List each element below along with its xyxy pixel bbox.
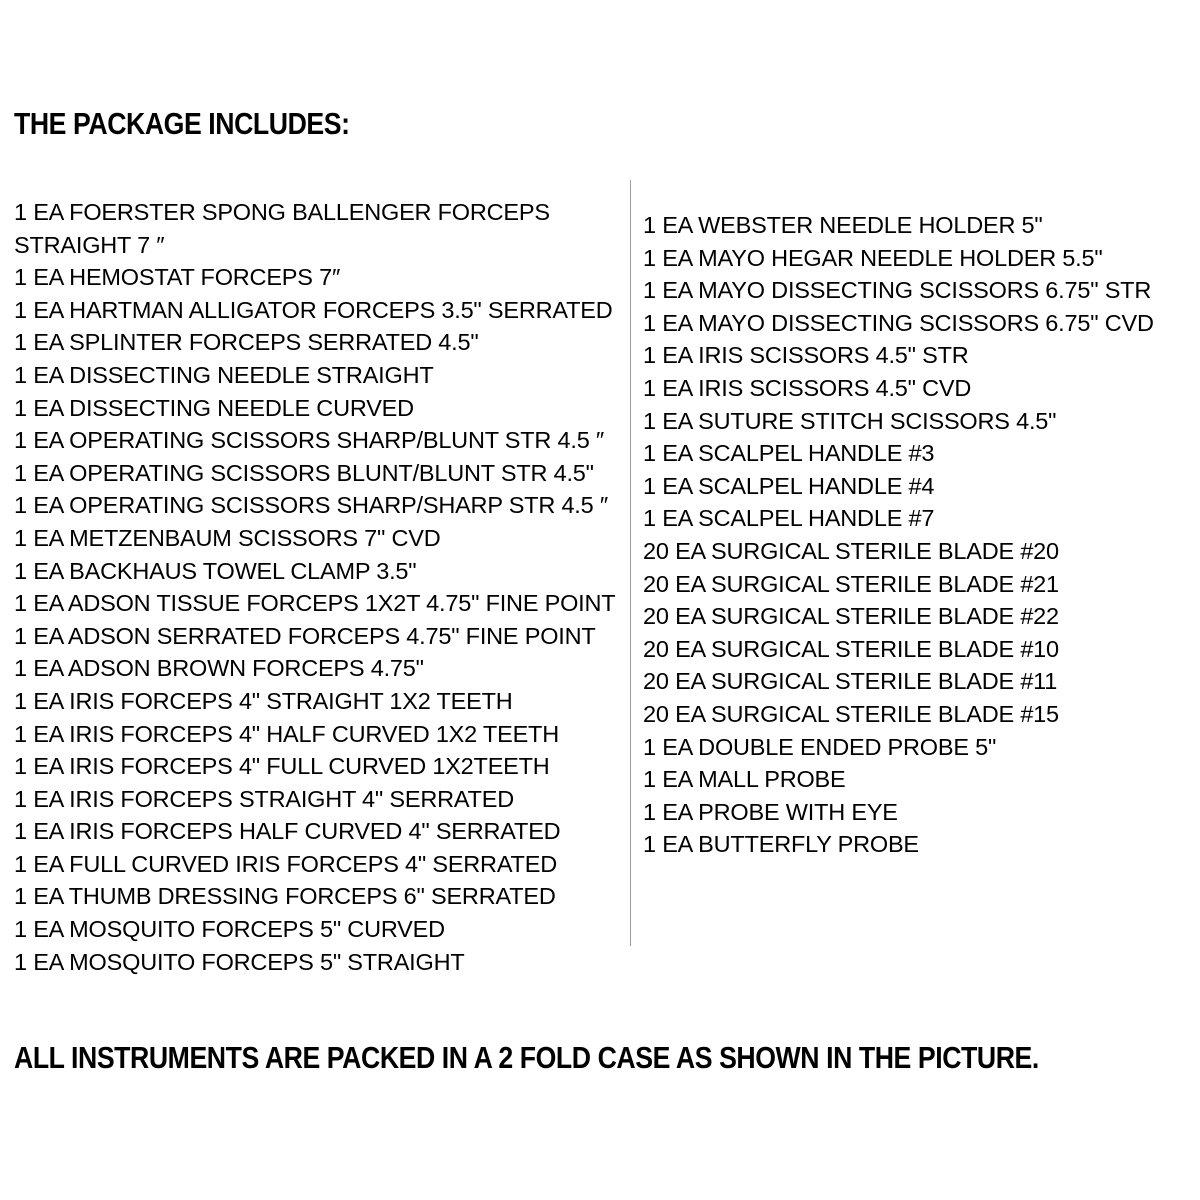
right-instrument-list <box>643 209 1198 861</box>
list-item: 1 EA DISSECTING NEEDLE STRAIGHT <box>14 361 434 388</box>
list-item: 1 EA MAYO DISSECTING SCISSORS 6.75" STR <box>643 277 1152 304</box>
list-item: 1 EA HEMOSTAT FORCEPS 7″ <box>14 264 341 291</box>
list-item: 1 EA ADSON TISSUE FORCEPS 1X2T 4.75" FINE POINT <box>14 590 616 617</box>
list-item: 1 EA SCALPEL HANDLE #7 <box>643 505 935 532</box>
left-instrument-list <box>14 196 624 978</box>
list-item: 20 EA SURGICAL STERILE BLADE #11 <box>643 668 1058 695</box>
list-item: 1 EA SCALPEL HANDLE #4 <box>643 472 935 499</box>
list-item: 1 EA OPERATING SCISSORS SHARP/BLUNT STR 4.5 ″ <box>14 427 605 454</box>
list-item: 1 EA OPERATING SCISSORS SHARP/SHARP STR 4.5 ″ <box>14 492 608 519</box>
list-item: 1 EA PROBE WITH EYE <box>643 798 898 825</box>
list-item: 1 EA THUMB DRESSING FORCEPS 6" SERRATED <box>14 883 556 910</box>
list-item: 1 EA IRIS FORCEPS STRAIGHT 4" SERRATED <box>14 785 515 812</box>
list-item: 1 EA MOSQUITO FORCEPS 5" CURVED <box>14 916 445 943</box>
list-item: 1 EA IRIS FORCEPS 4" FULL CURVED 1X2TEETH <box>14 753 550 780</box>
list-item: 1 EA FOERSTER SPONG BALLENGER FORCEPS STRAIGHT 7 ″ <box>14 199 550 258</box>
list-item: 1 EA BUTTERFLY PROBE <box>643 831 919 858</box>
list-item: 1 EA SPLINTER FORCEPS SERRATED 4.5" <box>14 329 479 356</box>
list-item: 1 EA SCALPEL HANDLE #3 <box>643 440 935 467</box>
packing-note: ALL INSTRUMENTS ARE PACKED IN A 2 FOLD CASE AS SHOWN IN THE PICTURE. <box>14 1040 1039 1075</box>
list-item: 20 EA SURGICAL STERILE BLADE #22 <box>643 603 1059 630</box>
list-item: 1 EA OPERATING SCISSORS BLUNT/BLUNT STR 4.5" <box>14 459 594 486</box>
list-item: 1 EA IRIS FORCEPS 4" STRAIGHT 1X2 TEETH <box>14 687 513 714</box>
list-item: 20 EA SURGICAL STERILE BLADE #21 <box>643 570 1059 597</box>
list-item: 1 EA ADSON BROWN FORCEPS 4.75" <box>14 655 424 682</box>
package-includes-heading: THE PACKAGE INCLUDES: <box>14 106 350 141</box>
column-divider <box>630 180 631 946</box>
list-item: 1 EA BACKHAUS TOWEL CLAMP 3.5" <box>14 557 417 584</box>
list-item: 1 EA IRIS SCISSORS 4.5" CVD <box>643 374 972 401</box>
list-item: 1 EA SUTURE STITCH SCISSORS 4.5" <box>643 407 1057 434</box>
list-item: 1 EA MALL PROBE <box>643 766 846 793</box>
list-item: 1 EA DOUBLE ENDED PROBE 5" <box>643 733 997 760</box>
list-item: 20 EA SURGICAL STERILE BLADE #15 <box>643 700 1059 727</box>
list-item: 1 EA FULL CURVED IRIS FORCEPS 4" SERRATED <box>14 850 557 877</box>
list-item: 1 EA ADSON SERRATED FORCEPS 4.75" FINE POINT <box>14 622 596 649</box>
list-item: 1 EA HARTMAN ALLIGATOR FORCEPS 3.5" SERRATED <box>14 296 613 323</box>
list-item: 20 EA SURGICAL STERILE BLADE #10 <box>643 635 1059 662</box>
list-item: 1 EA MAYO HEGAR NEEDLE HOLDER 5.5" <box>643 244 1103 271</box>
list-item: 1 EA WEBSTER NEEDLE HOLDER 5" <box>643 212 1043 238</box>
list-item: 1 EA METZENBAUM SCISSORS 7" CVD <box>14 524 441 551</box>
list-item: 20 EA SURGICAL STERILE BLADE #20 <box>643 537 1059 564</box>
list-item: 1 EA IRIS FORCEPS 4" HALF CURVED 1X2 TEETH <box>14 720 559 747</box>
list-item: 1 EA IRIS FORCEPS HALF CURVED 4" SERRATED <box>14 818 561 845</box>
list-item: 1 EA DISSECTING NEEDLE CURVED <box>14 394 414 421</box>
list-item: 1 EA IRIS SCISSORS 4.5" STR <box>643 342 969 369</box>
list-item: 1 EA MOSQUITO FORCEPS 5" STRAIGHT <box>14 948 465 975</box>
list-item: 1 EA MAYO DISSECTING SCISSORS 6.75" CVD <box>643 309 1154 336</box>
